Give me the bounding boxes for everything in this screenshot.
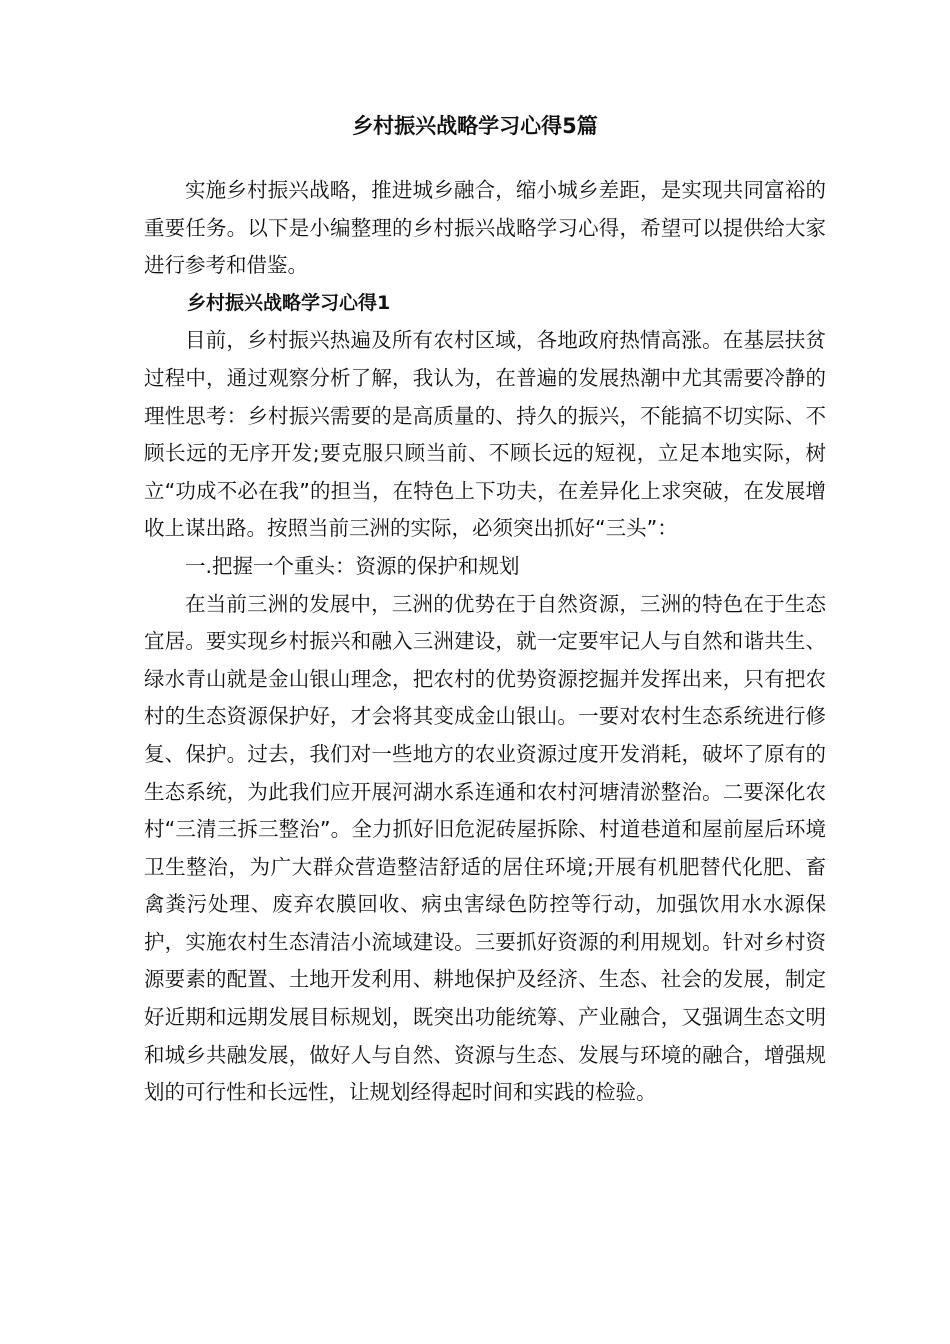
body-paragraph: 目前，乡村振兴热遍及所有农村区域，各地政府热情高涨。在基层扶贫过程中，通过观察分析了解，我认为，在普遍的发展热潮中尤其需要冷静的理性思考：乡村振兴需要的是高质量的、持久的振兴，不能搞不切实际、不顾长远的无序开发;要克服只顾当前、不顾长远的短视，立足本地实际，树立“功成不必在我”的担当，在特色上下功夫，在差异化上求突破，在发展增收上谋出路。按照当前三洲的实际，必须突出抓好“三头”： — [144, 328, 826, 541]
intro-paragraph: 实施乡村振兴战略，推进城乡融合，缩小城乡差距，是实现共同富裕的重要任务。以下是小编整理的乡村振兴战略学习心得，希望可以提供给大家进行参考和借鉴。 — [144, 178, 826, 278]
document-title: 乡村振兴战略学习心得5篇 — [352, 114, 598, 138]
body-paragraph: 在当前三洲的发展中，三洲的优势在于自然资源，三洲的特色在于生态宜居。要实现乡村振兴和融入三洲建设，就一定要牢记人与自然和谐共生、绿水青山就是金山银山理念，把农村的优势资源挖掘并发挥出来，只有把农村的生态资源保护好，才会将其变成金山银山。一要对农村生态系统进行修复、保护。过去，我们对一些地方的农业资源过度开发消耗，破坏了原有的生态系统，为此我们应开展河湖水系连通和农村河塘清淤整治。二要深化农村“三清三拆三整治”。全力抓好旧危泥砖屋拆除、村道巷道和屋前屋后环境卫生整治，为广大群众营造整洁舒适的居住环境;开展有机肥替代化肥、畜禽粪污处理、废弃农膜回收、病虫害绿色防控等行动，加强饮用水水源保护，实施农村生态清洁小流域建设。三要抓好资源的利用规划。针对乡村资源要素的配置、土地开发利用、耕地保护及经济、生态、社会的发展，制定好近期和远期发展目标规划，既突出功能统筹、产业融合，又强调生态文明和城乡共融发展，做好人与自然、资源与生态、发展与环境的融合，增强规划的可行性和长远性，让规划经得起时间和实践的检验。 — [144, 591, 826, 1105]
document-body — [144, 172, 826, 1112]
point-heading: 一.把握一个重头：资源的保护和规划 — [185, 553, 520, 578]
section-heading: 乡村振兴战略学习心得1 — [187, 291, 391, 314]
